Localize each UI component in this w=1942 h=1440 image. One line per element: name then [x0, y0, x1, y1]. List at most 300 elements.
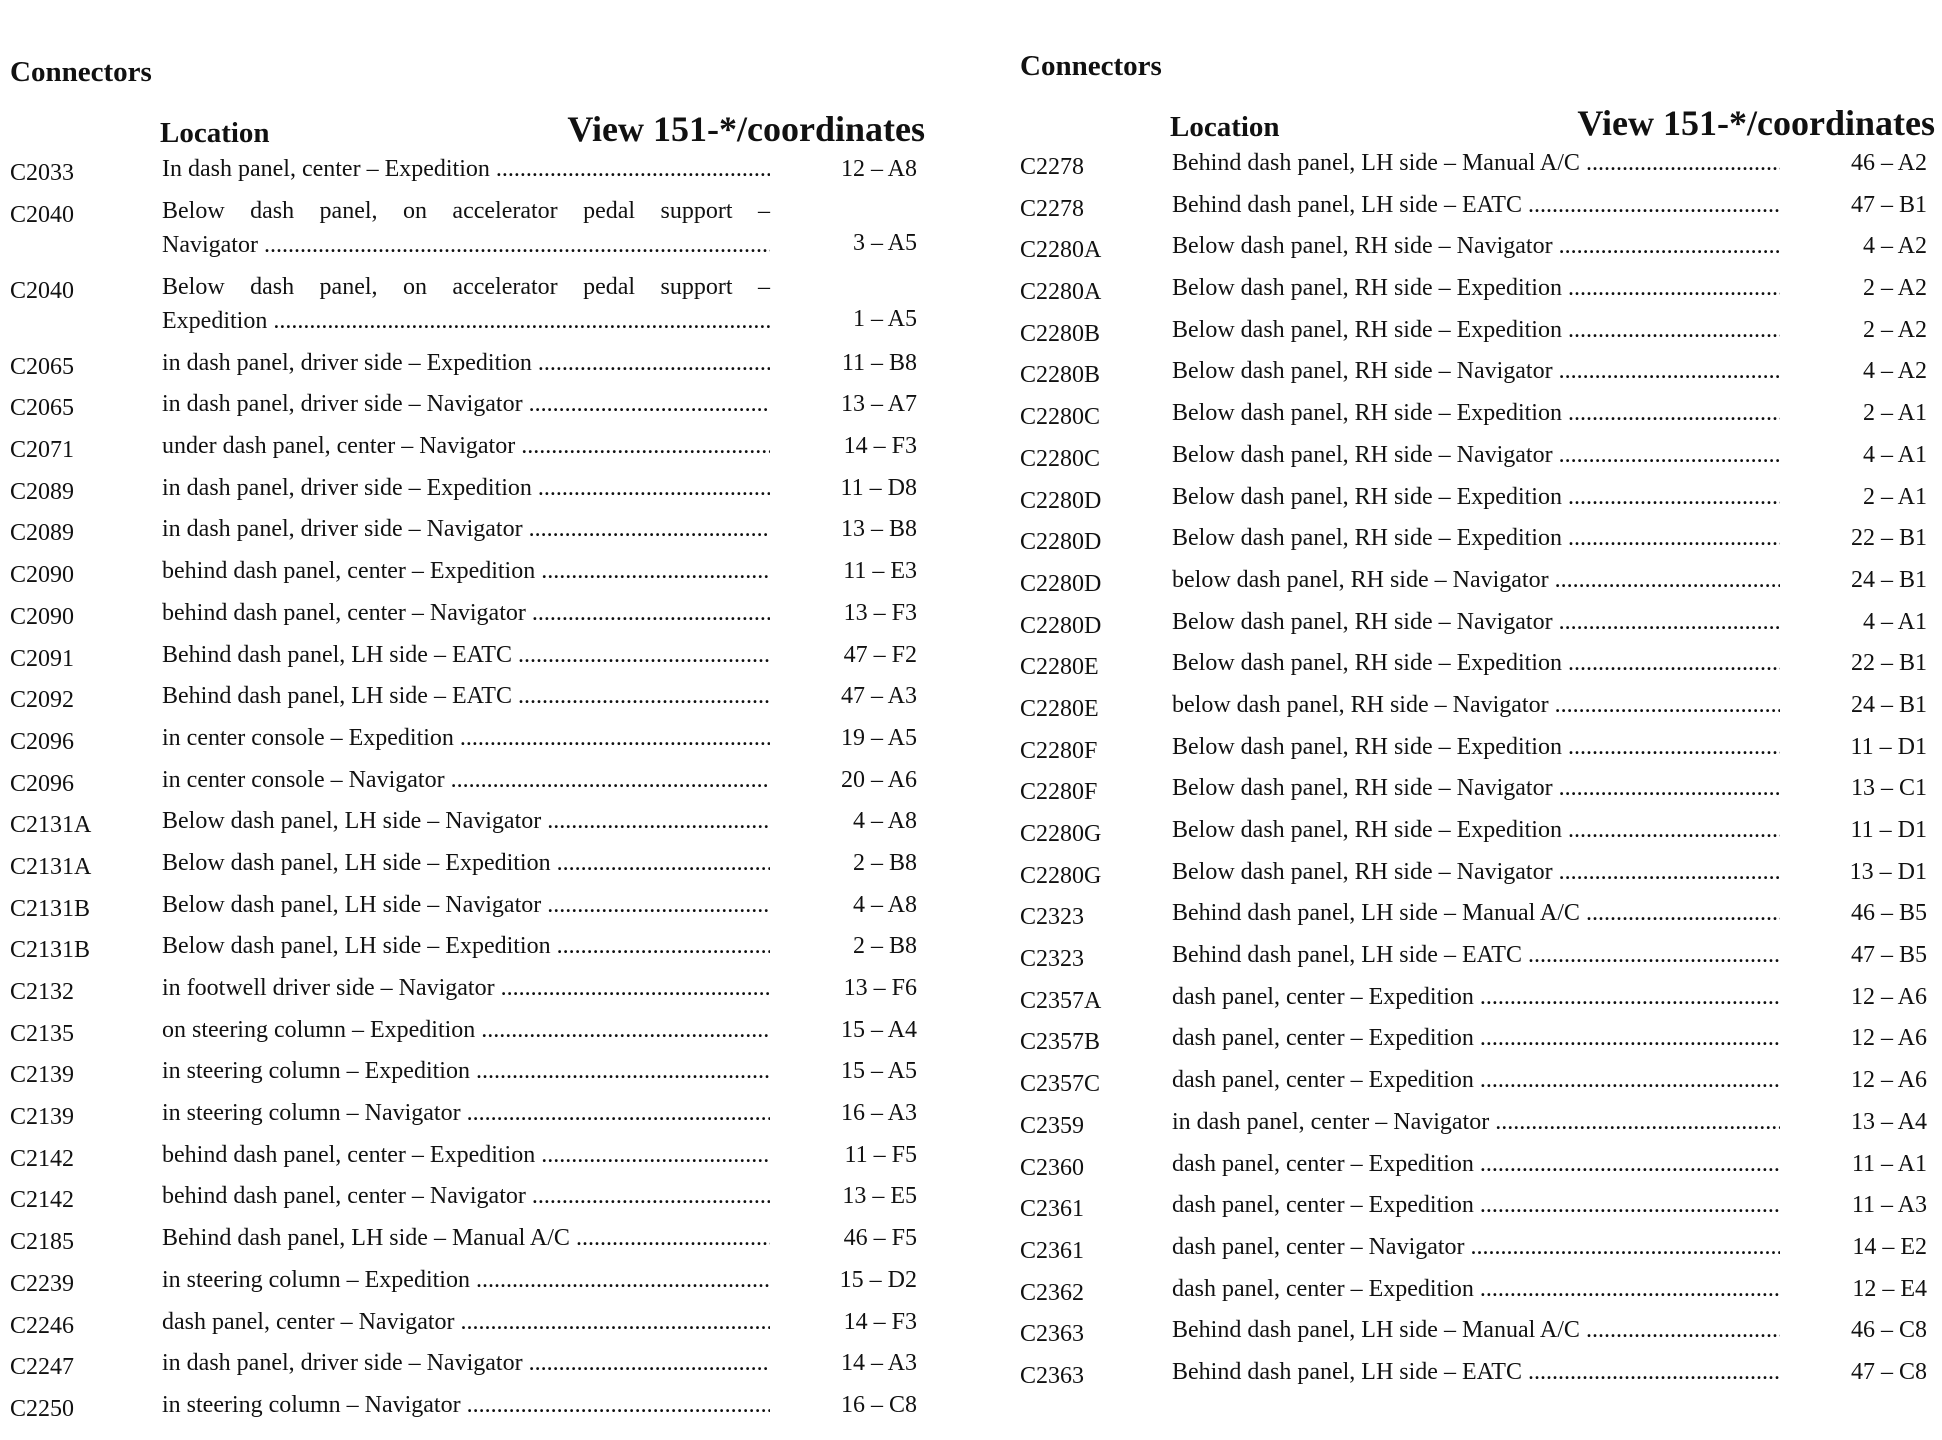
connector-id: C2065 [10, 395, 75, 422]
view-coordinate: 12 – E4 [1852, 1275, 1927, 1302]
location-text: dash panel, center – Expedition [1172, 1275, 1474, 1302]
view-coordinate: 16 – C8 [840, 1391, 917, 1418]
location-cell [162, 1346, 770, 1380]
location-cell [1172, 1105, 1780, 1139]
location-cell [1172, 1021, 1780, 1055]
connector-id: C2185 [10, 1229, 75, 1256]
connector-id: C2132 [10, 979, 75, 1005]
location-cell [162, 888, 770, 922]
location-cell [1172, 188, 1780, 222]
connector-id: C2089 [10, 520, 75, 547]
view-coordinate: 11 – A3 [1851, 1192, 1927, 1219]
location-cell [1172, 480, 1780, 514]
table-row [10, 1013, 925, 1055]
location-cell [1172, 813, 1780, 847]
connector-id: C2280F [1020, 737, 1098, 764]
connector-id: C2280E [1020, 654, 1099, 681]
location-text: Below dash panel, RH side – Navigator [1172, 608, 1553, 635]
location-text: Behind dash panel, LH side – EATC [1172, 191, 1522, 218]
connector-id: C2357B [1020, 1029, 1101, 1056]
connector-table [1020, 146, 1935, 1397]
location-text: behind dash panel, center – Navigator [162, 599, 526, 626]
view-coordinate: 12 – A8 [840, 156, 917, 182]
location-cell [1172, 1147, 1780, 1181]
connector-id: C2280D [1020, 612, 1102, 639]
location-text: on steering column – Expedition [162, 1016, 476, 1043]
location-cell [162, 1096, 770, 1130]
view-coordinate: 13 – F3 [843, 599, 917, 626]
location-cell [1172, 1313, 1780, 1347]
location-text: Below dash panel, on accelerator pedal support – [162, 197, 770, 224]
location-text: Behind dash panel, LH side – Manual A/C [1172, 900, 1580, 927]
location-text: Behind dash panel, LH side – Manual A/C [1172, 1317, 1580, 1344]
view-coordinate: 13 – B8 [840, 516, 917, 543]
location-text: Below dash panel, RH side – Navigator [1172, 858, 1553, 885]
table-row [1020, 771, 1935, 813]
location-text: Behind dash panel, LH side – EATC [1172, 1358, 1522, 1385]
location-cell [162, 1013, 770, 1047]
location-cell [162, 846, 770, 880]
connector-id: C2090 [10, 603, 75, 630]
table-row [10, 471, 925, 513]
view-coordinate: 4 – A2 [1862, 233, 1927, 260]
table-row [10, 971, 925, 1013]
table-row [1020, 480, 1935, 522]
connector-id: C2139 [10, 1104, 75, 1131]
table-row [1020, 938, 1935, 980]
location-text: Below dash panel, RH side – Navigator [1172, 775, 1553, 802]
view-coordinate: 20 – A6 [840, 766, 917, 793]
location-text: dash panel, center – Navigator [1172, 1233, 1465, 1260]
location-text: Below dash panel, RH side – Expedition [1172, 275, 1562, 302]
location-cell [162, 596, 770, 630]
location-text: below dash panel, RH side – Navigator [1172, 691, 1549, 718]
view-coordinate: 4 – A1 [1862, 608, 1927, 635]
location-text: behind dash panel, center – Expedition [162, 558, 536, 585]
location-cell [1172, 1230, 1780, 1264]
location-text: In dash panel, center – Expedition [162, 156, 490, 182]
view-coordinate: 22 – B1 [1850, 525, 1927, 552]
table-row [1020, 354, 1935, 396]
table-row [10, 1096, 925, 1138]
location-cell [1172, 1272, 1780, 1306]
table-row [1020, 313, 1935, 355]
location-text: in steering column – Expedition [162, 1266, 470, 1293]
connector-id: C2363 [1020, 1321, 1085, 1348]
view-coordinate: 47 – A3 [840, 683, 917, 710]
location-cell [162, 471, 770, 505]
table-row [1020, 855, 1935, 897]
table-row [10, 1179, 925, 1221]
view-coordinate: 16 – A3 [840, 1100, 917, 1127]
table-row [1020, 1230, 1935, 1272]
location-text: behind dash panel, center – Expedition [162, 1141, 536, 1168]
table-row [1020, 229, 1935, 271]
location-cell [162, 554, 770, 588]
location-cell [1172, 354, 1780, 388]
location-text: Below dash panel, RH side – Expedition [1172, 483, 1562, 510]
view-coordinates-header: View 151-*/coordinates [1577, 103, 1935, 143]
connector-id: C2323 [1020, 904, 1085, 931]
table-row [1020, 813, 1935, 855]
table-row [1020, 896, 1935, 938]
view-coordinate: 47 – C8 [1850, 1358, 1927, 1385]
table-row [10, 846, 925, 888]
view-coordinate: 14 – A3 [840, 1350, 917, 1377]
connector-id: C2280B [1020, 362, 1101, 389]
location-text: Below dash panel, on accelerator pedal support – [162, 273, 770, 300]
table-row [10, 346, 925, 388]
location-text [162, 228, 770, 262]
location-cell [1172, 563, 1780, 597]
location-cell [162, 270, 770, 338]
view-coordinate: 11 – B8 [841, 349, 917, 376]
table-row [10, 888, 925, 930]
connector-id: C2278 [1020, 195, 1085, 222]
connector-id: C2280B [1020, 320, 1101, 347]
table-header [10, 110, 925, 150]
table-row [10, 512, 925, 554]
location-text: dash panel, center – Expedition [1172, 1150, 1474, 1177]
location-cell [1172, 688, 1780, 722]
location-cell [162, 152, 770, 186]
view-coordinate: 4 – A8 [852, 891, 917, 918]
view-coordinate: 46 – A2 [1850, 150, 1927, 176]
connector-id: C2323 [1020, 946, 1085, 973]
connector-id: C2247 [10, 1354, 75, 1381]
location-cell [1172, 938, 1780, 972]
connector-id: C2131A [10, 853, 92, 880]
view-coordinate: 11 – D8 [840, 474, 917, 501]
location-header: Location [1170, 111, 1280, 143]
view-coordinate: 24 – B1 [1850, 691, 1927, 718]
view-coordinate: 15 – A5 [840, 1058, 917, 1085]
connector-id: C2280D [1020, 487, 1102, 514]
connector-id: C2135 [10, 1020, 75, 1047]
location-text: Below dash panel, RH side – Navigator [1172, 441, 1553, 468]
table-row [1020, 730, 1935, 772]
table-row [1020, 980, 1935, 1022]
location-cell [1172, 438, 1780, 472]
location-text: Below dash panel, RH side – Expedition [1172, 400, 1562, 427]
location-cell [1172, 1063, 1780, 1097]
location-text: dash panel, center – Expedition [1172, 1067, 1474, 1094]
table-row [10, 1388, 925, 1430]
connector-id: C2359 [1020, 1112, 1085, 1139]
location-cell [1172, 980, 1780, 1014]
view-coordinate: 2 – B8 [852, 933, 917, 960]
location-cell [162, 638, 770, 672]
location-cell [1172, 605, 1780, 639]
connector-id: C2033 [10, 160, 75, 186]
view-coordinate: 13 – C1 [1850, 775, 1927, 802]
connector-id: C2278 [1020, 154, 1085, 180]
view-coordinate: 13 – E5 [842, 1183, 917, 1210]
table-row [1020, 1063, 1935, 1105]
connector-id: C2280A [1020, 279, 1102, 306]
connector-id: C2246 [10, 1312, 75, 1339]
location-text: behind dash panel, center – Navigator [162, 1183, 526, 1210]
connector-id: C2280D [1020, 570, 1102, 597]
view-coordinate: 13 – D1 [1849, 858, 1927, 885]
location-cell [162, 1388, 770, 1422]
location-text: dash panel, center – Navigator [162, 1308, 455, 1335]
table-row [1020, 521, 1935, 563]
location-text: in steering column – Expedition [162, 1058, 470, 1085]
location-cell [1172, 146, 1780, 180]
location-cell [162, 971, 770, 1005]
connector-id: C2280E [1020, 695, 1099, 722]
connector-id: C2131A [10, 812, 92, 839]
connector-id: C2071 [10, 437, 75, 464]
location-cell [1172, 271, 1780, 305]
view-coordinate: 19 – A5 [840, 724, 917, 751]
view-coordinate: 11 – D1 [1850, 733, 1927, 760]
location-cell [162, 1054, 770, 1088]
location-cell [162, 763, 770, 797]
location-cell [1172, 730, 1780, 764]
view-coordinate: 1 – A5 [852, 305, 917, 332]
location-cell [1172, 855, 1780, 889]
location-text: in dash panel, driver side – Expedition [162, 349, 532, 376]
table-row [1020, 1147, 1935, 1189]
connector-id: C2280G [1020, 821, 1102, 847]
location-text-line2: Navigator [162, 231, 258, 258]
table-row [1020, 1105, 1935, 1147]
connector-id: C2363 [1020, 1362, 1085, 1389]
location-cell [1172, 771, 1780, 805]
connector-id: C2142 [10, 1187, 75, 1214]
location-text: Behind dash panel, LH side – EATC [162, 683, 512, 710]
table-row [10, 387, 925, 429]
connector-id: C2090 [10, 562, 75, 589]
location-header: Location [160, 117, 270, 149]
table-row [1020, 146, 1935, 188]
location-text: in center console – Navigator [162, 766, 445, 793]
location-cell [1172, 521, 1780, 555]
location-cell [1172, 396, 1780, 430]
location-cell [162, 679, 770, 713]
view-coordinate: 14 – F3 [843, 1308, 917, 1335]
connector-id: C2040 [10, 201, 75, 228]
location-text: in center console – Expedition [162, 724, 454, 751]
table-row [10, 679, 925, 721]
location-cell [1172, 229, 1780, 263]
view-coordinate: 4 – A2 [1862, 358, 1927, 385]
view-coordinate: 47 – B1 [1850, 191, 1927, 218]
view-coordinate: 14 – F3 [843, 433, 917, 460]
table-row [1020, 1313, 1935, 1355]
connector-id: C2142 [10, 1145, 75, 1172]
connector-id: C2280D [1020, 529, 1102, 556]
connector-id: C2361 [1020, 1196, 1085, 1223]
location-cell [162, 1263, 770, 1297]
location-cell [162, 387, 770, 421]
connector-id: C2361 [1020, 1237, 1085, 1264]
view-coordinate: 46 – B5 [1850, 900, 1927, 927]
table-row [10, 1263, 925, 1305]
location-text: in dash panel, driver side – Navigator [162, 516, 523, 543]
view-coordinate: 46 – F5 [843, 1225, 917, 1252]
table-row [1020, 1355, 1935, 1397]
location-text: Below dash panel, RH side – Navigator [1172, 233, 1553, 260]
location-cell [162, 1138, 770, 1172]
location-cell [1172, 896, 1780, 930]
connector-id: C2362 [1020, 1279, 1085, 1306]
table-row [1020, 605, 1935, 647]
location-text: Below dash panel, RH side – Expedition [1172, 525, 1562, 552]
location-cell [162, 1179, 770, 1213]
view-coordinate: 13 – A7 [840, 391, 917, 418]
connector-id: C2280C [1020, 404, 1101, 431]
connector-id: C2357C [1020, 1071, 1101, 1098]
location-cell [162, 1221, 770, 1255]
table-row [1020, 563, 1935, 605]
view-coordinate: 22 – B1 [1850, 650, 1927, 677]
table-row [10, 804, 925, 846]
location-text: Behind dash panel, LH side – Manual A/C [162, 1225, 570, 1252]
view-coordinate: 2 – A2 [1862, 316, 1927, 343]
view-coordinate: 12 – A6 [1850, 1067, 1927, 1094]
section-title: Connectors [1020, 50, 1162, 82]
connector-id: C2357A [1020, 987, 1102, 1014]
connector-id: C2096 [10, 770, 75, 797]
connector-id: C2239 [10, 1270, 75, 1297]
connector-id: C2131B [10, 937, 91, 964]
location-text: under dash panel, center – Navigator [162, 433, 516, 460]
location-text: Below dash panel, RH side – Expedition [1172, 733, 1562, 760]
table-row [10, 1138, 925, 1180]
table-row [1020, 1272, 1935, 1314]
view-coordinate: 12 – A6 [1850, 1025, 1927, 1052]
location-text: Below dash panel, LH side – Navigator [162, 808, 542, 835]
view-coordinate: 4 – A8 [852, 808, 917, 835]
location-text: Below dash panel, LH side – Navigator [162, 891, 542, 918]
location-text: Behind dash panel, LH side – EATC [162, 641, 512, 668]
location-text: dash panel, center – Expedition [1172, 1025, 1474, 1052]
view-coordinate: 47 – B5 [1850, 942, 1927, 969]
location-text: Below dash panel, RH side – Expedition [1172, 817, 1562, 843]
location-text: in footwell driver side – Navigator [162, 975, 495, 1001]
table-row [10, 270, 925, 346]
table-row [1020, 438, 1935, 480]
table-row [10, 763, 925, 805]
section-title: Connectors [10, 56, 152, 88]
table-row [10, 554, 925, 596]
location-cell [162, 1305, 770, 1339]
view-coordinate: 12 – A6 [1850, 983, 1927, 1010]
connector-id: C2250 [10, 1395, 75, 1422]
view-coordinate: 47 – F2 [843, 641, 917, 668]
view-coordinates-header: View 151-*/coordinates [567, 109, 925, 149]
location-text-line2: Expedition [162, 307, 268, 334]
location-text: in steering column – Navigator [162, 1100, 461, 1127]
connector-id: C2280G [1020, 862, 1102, 889]
connector-id: C2091 [10, 645, 75, 672]
table-row [1020, 396, 1935, 438]
location-cell [162, 194, 770, 262]
view-coordinate: 46 – C8 [1850, 1317, 1927, 1344]
location-text: Below dash panel, RH side – Expedition [1172, 650, 1562, 677]
table-row [10, 1054, 925, 1096]
connector-id: C2096 [10, 728, 75, 755]
location-text: in dash panel, driver side – Expedition [162, 474, 532, 501]
location-cell [162, 429, 770, 463]
connector-id: C2131B [10, 895, 91, 922]
location-text: dash panel, center – Expedition [1172, 983, 1474, 1010]
table-row [10, 194, 925, 270]
table-row [10, 596, 925, 638]
location-cell [162, 512, 770, 546]
table-row [10, 1305, 925, 1347]
location-text [162, 304, 770, 338]
location-cell [162, 721, 770, 755]
location-text: in steering column – Navigator [162, 1391, 461, 1418]
table-row [10, 721, 925, 763]
view-coordinate: 11 – F5 [844, 1141, 917, 1168]
connector-table [10, 152, 925, 1430]
connector-id: C2092 [10, 687, 75, 714]
location-cell [1172, 313, 1780, 347]
location-text: Below dash panel, RH side – Navigator [1172, 358, 1553, 385]
view-coordinate: 13 – F6 [843, 975, 917, 1001]
location-text: below dash panel, RH side – Navigator [1172, 566, 1549, 593]
connector-id: C2360 [1020, 1154, 1085, 1181]
connector-id: C2040 [10, 277, 75, 304]
view-coordinate: 24 – B1 [1850, 566, 1927, 593]
connector-id: C2089 [10, 478, 75, 505]
location-cell [162, 804, 770, 838]
view-coordinate: 14 – E2 [1852, 1233, 1927, 1260]
connector-id: C2280C [1020, 445, 1101, 472]
location-text: Below dash panel, RH side – Expedition [1172, 316, 1562, 343]
connector-id: C2065 [10, 353, 75, 380]
view-coordinate: 2 – A2 [1862, 275, 1927, 302]
table-row [1020, 1188, 1935, 1230]
table-row [10, 638, 925, 680]
location-cell [162, 346, 770, 380]
table-row [1020, 188, 1935, 230]
view-coordinate: 11 – A1 [1851, 1150, 1927, 1177]
location-text: dash panel, center – Expedition [1172, 1192, 1474, 1219]
table-header [1020, 104, 1935, 144]
connector-id: C2280A [1020, 237, 1102, 264]
location-text: Below dash panel, LH side – Expedition [162, 933, 551, 960]
view-coordinate: 3 – A5 [852, 229, 917, 256]
view-coordinate: 4 – A1 [1862, 441, 1927, 468]
location-text: in dash panel, center – Navigator [1172, 1108, 1490, 1135]
location-text: Below dash panel, LH side – Expedition [162, 849, 551, 876]
view-coordinate: 15 – A4 [840, 1016, 917, 1043]
view-coordinate: 13 – A4 [1850, 1108, 1927, 1135]
table-row [10, 429, 925, 471]
table-row [1020, 1021, 1935, 1063]
location-cell [1172, 1355, 1780, 1389]
view-coordinate: 2 – A1 [1862, 483, 1927, 510]
connector-id: C2139 [10, 1062, 75, 1089]
location-cell [1172, 1188, 1780, 1222]
location-cell [1172, 646, 1780, 680]
view-coordinate: 15 – D2 [839, 1266, 917, 1293]
table-row [10, 152, 925, 194]
location-text: Behind dash panel, LH side – EATC [1172, 942, 1522, 969]
location-text: in dash panel, driver side – Navigator [162, 1350, 523, 1377]
view-coordinate: 11 – D1 [1850, 817, 1927, 843]
view-coordinate: 2 – B8 [852, 849, 917, 876]
view-coordinate: 11 – E3 [843, 558, 917, 585]
location-cell [162, 929, 770, 963]
table-row [10, 929, 925, 971]
